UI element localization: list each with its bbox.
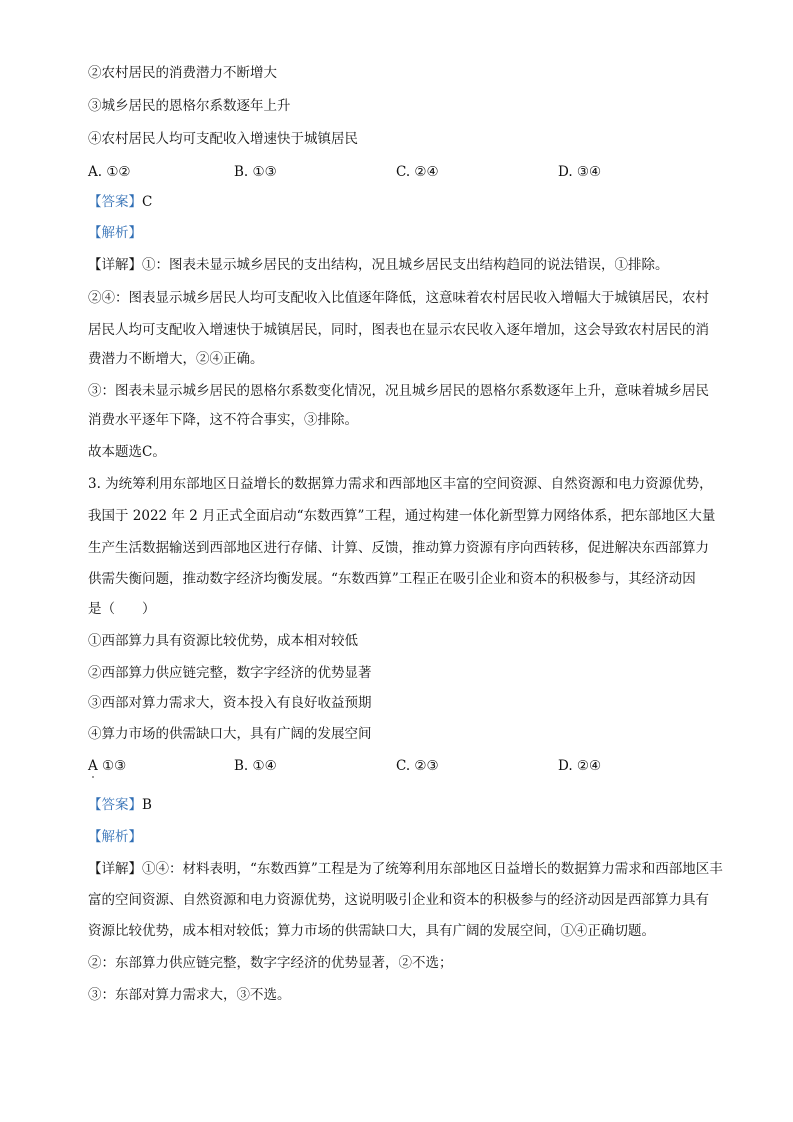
q2-option-d: D. ③④: [558, 164, 602, 180]
q2-option-b: B. ①③: [234, 164, 277, 180]
q3-options: [88, 757, 708, 775]
q3-option-b: B. ①④: [234, 758, 277, 774]
q2-option-c: C. ②④: [396, 164, 439, 180]
q2-answer: [88, 193, 152, 211]
q2-detail-line: [88, 256, 708, 274]
q2-detail-line: 消费水平逐年下降，这不符合事实，③排除。: [88, 412, 358, 428]
q3-stem-line: 我国于 2022 年 2 月正式全面启动“东数西算”工程，通过构建一体化新型算力网络体系，把东部地区大量: [88, 508, 716, 524]
detail-text: ①：图表未显示城乡居民的支出结构，况且城乡居民支出结构趋同的说法错误，①排除。: [142, 257, 669, 273]
q3-answer: [88, 796, 152, 814]
q3-detail-line: ②：东部算力供应链完整，数字字经济的优势显著，②不选；: [88, 955, 453, 971]
stray-dot: [92, 776, 94, 778]
detail-text: ①④：材料表明，“东数西算”工程是为了统筹利用东部地区日益增长的数据算力需求和西部地区丰: [142, 861, 723, 877]
q2-analysis-tag: 【解析】: [88, 225, 142, 241]
q3-option-d: D. ②④: [558, 758, 602, 774]
q3-item-2: ②西部算力供应链完整，数字字经济的优势显著: [88, 665, 372, 681]
q2-detail-line: 费潜力不断增大，②④正确。: [88, 351, 264, 367]
q2-item-2: ②农村居民的消费潜力不断增大: [88, 65, 277, 81]
answer-tag: 【答案】: [88, 797, 142, 813]
q3-detail-line: 资源比较优势，成本相对较低；算力市场的供需缺口大，具有广阔的发展空间，①④正确切题。: [88, 923, 655, 939]
q3-option-c: C. ②③: [396, 758, 439, 774]
q3-item-1: ①西部算力具有资源比较优势，成本相对较低: [88, 633, 358, 649]
q3-item-3: ③西部对算力需求大，资本投入有良好收益预期: [88, 695, 372, 711]
q2-option-a: A. ①②: [88, 164, 131, 180]
q2-detail-line: ②④：图表显示城乡居民人均可支配收入比值逐年降低，这意味着农村居民收入增幅大于城镇居民，农村: [88, 290, 709, 306]
answer-value: C: [142, 194, 153, 210]
answer-tag: 【答案】: [88, 194, 142, 210]
answer-value: B: [142, 797, 152, 813]
q2-conclusion: 故本题选C。: [88, 444, 166, 460]
detail-tag: 【详解】: [88, 257, 142, 273]
q3-stem-line: 供需失衡问题，推动数字经济均衡发展。“东数西算”工程正在吸引企业和资本的积极参与，其经济动因: [88, 571, 696, 587]
detail-tag: 【详解】: [88, 861, 142, 877]
q3-detail-line: ③：东部对算力需求大，③不选。: [88, 987, 291, 1003]
q3-stem-line: 生产生活数据输送到西部地区进行存储、计算、反馈，推动算力资源有序向西转移，促进解决东西部算力: [88, 540, 709, 556]
q3-analysis-tag: 【解析】: [88, 829, 142, 845]
q2-item-3: ③城乡居民的恩格尔系数逐年上升: [88, 98, 291, 114]
q3-detail-line: 富的空间资源、自然资源和电力资源优势，这说明吸引企业和资本的积极参与的经济动因是西部算力具有: [88, 892, 709, 908]
q3-option-a: A ①③: [88, 758, 127, 774]
q3-detail-line: [88, 860, 723, 878]
q3-stem-line: 3. 为统筹利用东部地区日益增长的数据算力需求和西部地区丰富的空间资源、自然资源和电力资源优势，: [88, 476, 713, 492]
q2-item-4: ④农村居民人均可支配收入增速快于城镇居民: [88, 131, 358, 147]
q2-detail-line: ③：图表未显示城乡居民的恩格尔系数变化情况，况且城乡居民的恩格尔系数逐年上升，意味着城乡居民: [88, 383, 709, 399]
q2-detail-line: 居民人均可支配收入增速快于城镇居民，同时，图表也在显示农民收入逐年增加，这会导致农村居民的消: [88, 322, 709, 338]
q3-stem-line: 是（ ）: [88, 601, 156, 617]
q2-options: [88, 163, 708, 181]
q3-item-4: ④算力市场的供需缺口大，具有广阔的发展空间: [88, 726, 372, 742]
